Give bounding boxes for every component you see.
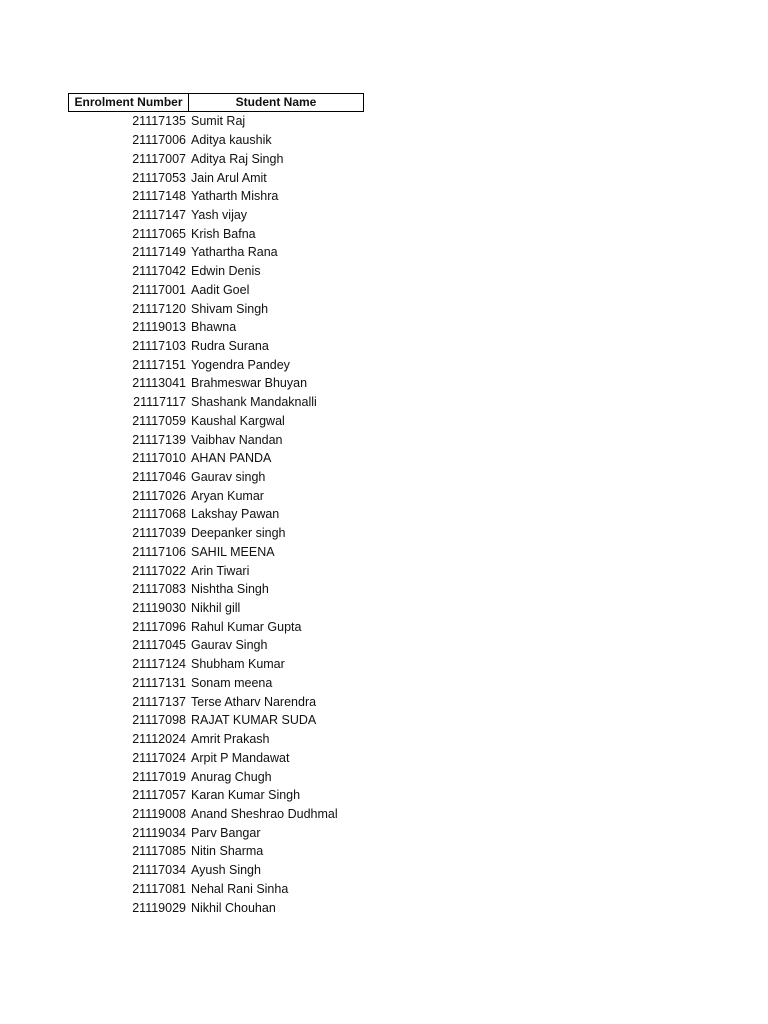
enrolment-number-cell: 21117131 xyxy=(132,675,186,690)
table-row xyxy=(68,449,364,468)
student-name-cell: Yathartha Rana xyxy=(191,245,278,260)
enrolment-number-cell: 21117106 xyxy=(132,544,186,559)
enrolment-number-cell: 21117147 xyxy=(132,207,186,222)
table-row xyxy=(68,861,364,880)
table-header-row xyxy=(68,93,364,112)
table-row xyxy=(68,674,364,693)
enrolment-number-cell: 21113041 xyxy=(132,376,186,391)
student-name-cell: Lakshay Pawan xyxy=(191,507,280,522)
enrolment-number-cell: 21117083 xyxy=(132,582,186,597)
table-row xyxy=(68,131,364,150)
student-name-cell: Edwin Denis xyxy=(191,264,261,279)
student-name-cell: Sonam meena xyxy=(191,675,273,690)
enrolment-number-cell: 21117103 xyxy=(132,338,186,353)
table-row xyxy=(68,692,364,711)
enrolment-number-cell: 21117068 xyxy=(132,507,186,522)
student-name-cell: Nehal Rani Sinha xyxy=(191,881,289,896)
student-name-cell: Nitin Sharma xyxy=(191,844,264,859)
student-name-cell: Aditya kaushik xyxy=(191,133,272,148)
student-name-cell: Terse Atharv Narendra xyxy=(191,694,317,709)
enrolment-number-cell: 21117022 xyxy=(132,563,186,578)
table-row xyxy=(68,393,364,412)
table-row xyxy=(68,299,364,318)
table-row xyxy=(68,112,364,131)
table-row xyxy=(68,786,364,805)
table-row xyxy=(68,224,364,243)
student-name-cell: Jain Arul Amit xyxy=(191,170,267,185)
student-name-cell: Amrit Prakash xyxy=(191,732,270,747)
table-row xyxy=(68,580,364,599)
student-name-cell: Vaibhav Nandan xyxy=(191,432,283,447)
table-row xyxy=(68,524,364,543)
enrolment-number-cell: 21117007 xyxy=(132,151,186,166)
enrolment-number-cell: 21117019 xyxy=(132,769,186,784)
student-name-cell: Deepanker singh xyxy=(191,526,286,541)
table-row xyxy=(68,318,364,337)
enrolment-number-cell: 21117120 xyxy=(132,301,186,316)
enrolment-number-cell: 21119029 xyxy=(132,900,186,915)
student-name-cell: Sumit Raj xyxy=(191,114,246,129)
enrolment-number-cell: 21117034 xyxy=(132,863,186,878)
table-row xyxy=(68,206,364,225)
enrolment-number-cell: 21117042 xyxy=(132,264,186,279)
enrolment-number-cell: 21117065 xyxy=(132,226,186,241)
student-name-cell: Shivam Singh xyxy=(191,301,269,316)
student-name-cell: Rudra Surana xyxy=(191,338,269,353)
enrolment-number-cell: 21117006 xyxy=(132,133,186,148)
enrolment-number-cell: 21117081 xyxy=(132,881,186,896)
table-row xyxy=(68,262,364,281)
table-row xyxy=(68,468,364,487)
enrolment-number-cell: 21119034 xyxy=(132,825,186,840)
student-name-header: Student Name xyxy=(189,93,364,112)
table-row xyxy=(68,617,364,636)
student-name-cell: AHAN PANDA xyxy=(191,451,272,466)
table-row xyxy=(68,505,364,524)
table-row xyxy=(68,879,364,898)
student-table xyxy=(68,93,364,917)
table-row xyxy=(68,898,364,917)
table-row xyxy=(68,561,364,580)
student-name-cell: Brahmeswar Bhuyan xyxy=(191,376,308,391)
student-name-cell: Aadit Goel xyxy=(191,282,250,297)
table-body xyxy=(68,112,364,917)
enrolment-number-cell: 21117149 xyxy=(132,245,186,260)
enrolment-number-cell: 21119030 xyxy=(132,601,186,616)
student-name-cell: RAJAT KUMAR SUDA xyxy=(191,713,317,728)
student-name-cell: Anand Sheshrao Dudhmal xyxy=(191,806,338,821)
student-name-cell: Rahul Kumar Gupta xyxy=(191,619,302,634)
student-name-cell: Shashank Mandaknalli xyxy=(191,395,317,410)
enrolment-number-cell: 21117001 xyxy=(132,282,186,297)
table-row xyxy=(68,748,364,767)
student-name-cell: Krish Bafna xyxy=(191,226,256,241)
table-row xyxy=(68,149,364,168)
table-row xyxy=(68,243,364,262)
student-name-cell: Parv Bangar xyxy=(191,825,261,840)
student-name-cell: Arin Tiwari xyxy=(191,563,250,578)
table-row xyxy=(68,711,364,730)
enrolment-number-cell: 21117096 xyxy=(132,619,186,634)
enrolment-number-cell: 21112024 xyxy=(132,732,186,747)
enrolment-number-cell: 21117148 xyxy=(132,189,186,204)
student-name-cell: Yatharth Mishra xyxy=(191,189,279,204)
table-row xyxy=(68,337,364,356)
table-row xyxy=(68,730,364,749)
enrolment-number-cell: 21117124 xyxy=(132,657,186,672)
student-name-cell: SAHIL MEENA xyxy=(191,544,275,559)
enrolment-number-cell: 21117039 xyxy=(132,526,186,541)
student-name-cell: Yogendra Pandey xyxy=(191,357,290,372)
student-name-cell: Shubham Kumar xyxy=(191,657,285,672)
student-name-cell: Nikhil Chouhan xyxy=(191,900,276,915)
table-row xyxy=(68,599,364,618)
enrolment-number-cell: 21119008 xyxy=(132,806,186,821)
enrolment-number-cell: 21117117 xyxy=(133,395,186,410)
enrolment-number-cell: 21117085 xyxy=(132,844,186,859)
enrolment-number-cell: 21117151 xyxy=(132,357,186,372)
table-row xyxy=(68,805,364,824)
table-row xyxy=(68,655,364,674)
table-row xyxy=(68,636,364,655)
enrolment-number-cell: 21117057 xyxy=(132,788,186,803)
table-row xyxy=(68,823,364,842)
enrolment-number-cell: 21117059 xyxy=(132,413,186,428)
student-name-cell: Nishtha Singh xyxy=(191,582,269,597)
enrolment-number-cell: 21119013 xyxy=(132,320,186,335)
student-name-cell: Anurag Chugh xyxy=(191,769,272,784)
table-row xyxy=(68,187,364,206)
table-row xyxy=(68,168,364,187)
table-row xyxy=(68,767,364,786)
enrolment-number-cell: 21117098 xyxy=(132,713,186,728)
enrolment-number-cell: 21117045 xyxy=(132,638,186,653)
table-row xyxy=(68,355,364,374)
student-name-cell: Ayush Singh xyxy=(191,863,261,878)
enrolment-number-cell: 21117053 xyxy=(132,170,186,185)
student-name-cell: Aryan Kumar xyxy=(191,488,264,503)
table-row xyxy=(68,374,364,393)
table-row xyxy=(68,280,364,299)
student-name-cell: Gaurav singh xyxy=(191,470,266,485)
enrolment-number-cell: 21117026 xyxy=(132,488,186,503)
table-row xyxy=(68,430,364,449)
table-row xyxy=(68,486,364,505)
enrolment-number-cell: 21117010 xyxy=(132,451,186,466)
table-row xyxy=(68,842,364,861)
student-name-cell: Karan Kumar Singh xyxy=(191,788,301,803)
student-name-cell: Yash vijay xyxy=(191,207,248,222)
enrolment-number-cell: 21117135 xyxy=(132,114,186,129)
enrolment-number-header: Enrolment Number xyxy=(68,93,189,112)
student-name-cell: Aditya Raj Singh xyxy=(191,151,284,166)
student-name-cell: Nikhil gill xyxy=(191,601,241,616)
enrolment-number-cell: 21117137 xyxy=(132,694,186,709)
enrolment-number-cell: 21117046 xyxy=(132,470,186,485)
student-name-cell: Arpit P Mandawat xyxy=(191,750,290,765)
enrolment-number-cell: 21117024 xyxy=(132,750,186,765)
student-name-cell: Bhawna xyxy=(191,320,237,335)
enrolment-number-cell: 21117139 xyxy=(132,432,186,447)
table-row xyxy=(68,412,364,431)
student-name-cell: Kaushal Kargwal xyxy=(191,413,285,428)
student-name-cell: Gaurav Singh xyxy=(191,638,268,653)
table-row xyxy=(68,543,364,562)
